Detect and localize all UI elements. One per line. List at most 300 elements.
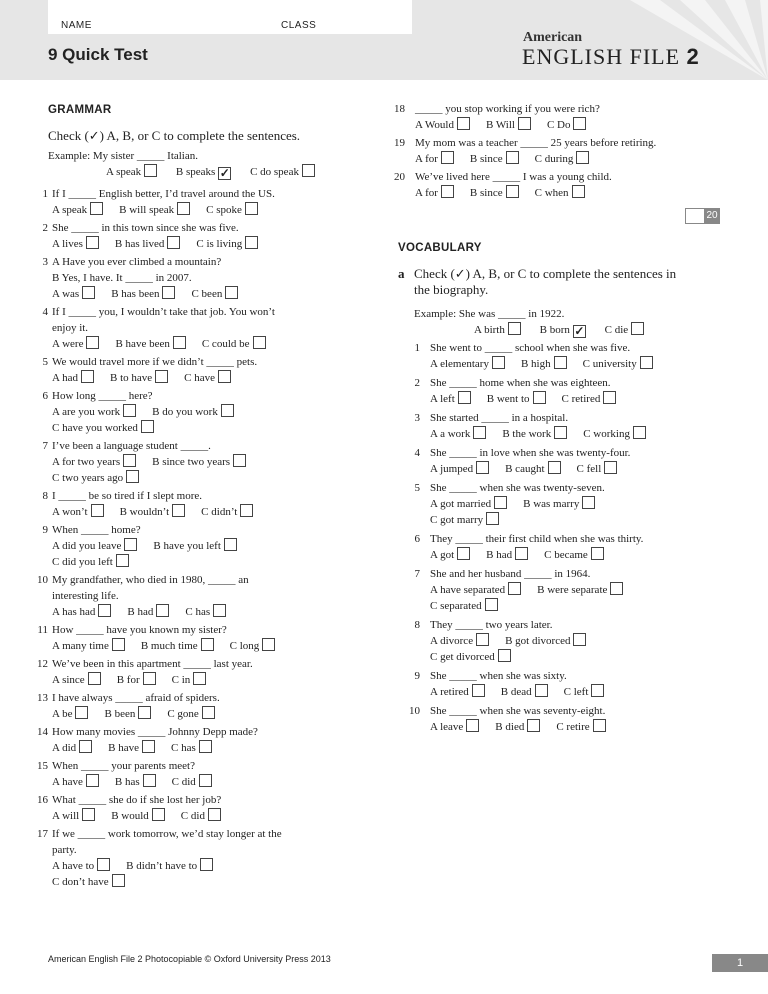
- question-item: [36, 304, 275, 352]
- checkbox[interactable]: [75, 706, 88, 719]
- option-row: [408, 649, 586, 665]
- checkbox[interactable]: [603, 391, 616, 404]
- checkbox[interactable]: [173, 336, 186, 349]
- question-number: 15: [37, 760, 48, 772]
- checkbox[interactable]: [141, 420, 154, 433]
- question-item: [408, 340, 653, 372]
- option-label: C became: [544, 549, 588, 561]
- question-number: 7: [414, 568, 420, 580]
- option-label: C Do: [546, 119, 571, 131]
- option-label: B much time: [140, 640, 198, 652]
- question-text: We’ve been in this apartment _____ last year.: [52, 658, 253, 670]
- checkbox[interactable]: [441, 185, 454, 198]
- option-label: A for: [415, 187, 438, 199]
- option-row: [36, 774, 212, 790]
- question-number: 4: [42, 306, 48, 318]
- option-row: [36, 336, 275, 352]
- checkbox[interactable]: [548, 461, 561, 474]
- option-row: [36, 470, 246, 486]
- option-label: B do you work: [152, 406, 218, 418]
- checkbox[interactable]: [535, 684, 548, 697]
- option-label: A lives: [52, 238, 83, 250]
- option-row: [36, 740, 258, 756]
- option-row: [36, 858, 282, 874]
- grammar-instruction: Check (✓) A, B, or C to complete the sentences.: [48, 128, 301, 143]
- page-number: 1: [712, 954, 768, 972]
- checkbox[interactable]: [124, 538, 137, 551]
- question-number: 3: [42, 256, 48, 268]
- option-label: B has been: [111, 288, 160, 300]
- checkbox[interactable]: [554, 356, 567, 369]
- class-label: CLASS: [281, 20, 317, 31]
- brand-number: 2: [686, 44, 700, 69]
- question-text: We’ve lived here _____ I was a young child.: [415, 171, 612, 183]
- question-item: [36, 388, 234, 436]
- checkbox[interactable]: [156, 604, 169, 617]
- checkbox[interactable]: [172, 504, 185, 517]
- question-text: interesting life.: [52, 590, 119, 602]
- option-label: A got: [430, 549, 455, 561]
- question-number: 9: [42, 524, 48, 536]
- option-row: [408, 582, 623, 598]
- checkbox[interactable]: [200, 858, 213, 871]
- question-number: 5: [42, 356, 48, 368]
- vocab-example-sentence: Example: She was _____ in 1922.: [414, 308, 565, 320]
- checkbox[interactable]: [86, 336, 99, 349]
- checkbox[interactable]: [476, 633, 489, 646]
- option-label: B was marry: [523, 498, 580, 510]
- instruction-line-2: the biography.: [414, 282, 489, 297]
- question-text: A Have you ever climbed a mountain?: [52, 256, 222, 268]
- question-text: My grandfather, who died in 1980, _____ an: [52, 574, 249, 586]
- checkbox[interactable]: [162, 286, 175, 299]
- question-text: She started _____ in a hospital.: [430, 412, 569, 424]
- checkbox[interactable]: [498, 649, 511, 662]
- option-row: [408, 461, 630, 477]
- checkbox[interactable]: [90, 202, 103, 215]
- option-label: B were separate: [537, 584, 608, 596]
- question-text: They _____ two years later.: [430, 619, 553, 631]
- checkbox[interactable]: [466, 719, 479, 732]
- option-label: A elementary: [430, 358, 489, 370]
- score-input-box[interactable]: [685, 208, 705, 224]
- option-label: B got divorced: [505, 635, 571, 647]
- checkbox-checked[interactable]: ✓: [219, 166, 230, 180]
- checkbox[interactable]: [224, 538, 237, 551]
- option-label: B speaks: [175, 166, 216, 178]
- option-label: C been: [191, 288, 223, 300]
- option-label: A have to: [52, 860, 95, 872]
- checkbox[interactable]: [86, 774, 99, 787]
- question-text: She and her husband _____ in 1964.: [430, 568, 591, 580]
- checkbox[interactable]: [98, 604, 111, 617]
- question-text: B Yes, I have. It _____ in 2007.: [52, 272, 192, 284]
- option-label: C have: [184, 372, 216, 384]
- checkbox[interactable]: [302, 164, 315, 177]
- option-label: A have: [52, 776, 83, 788]
- question-item: [36, 438, 246, 486]
- checkbox[interactable]: [126, 470, 139, 483]
- question-item: [36, 488, 253, 520]
- checkbox[interactable]: [506, 185, 519, 198]
- option-label: C long: [229, 640, 260, 652]
- checkbox[interactable]: [240, 504, 253, 517]
- option-label: A for two years: [52, 456, 121, 468]
- checkbox[interactable]: [199, 740, 212, 753]
- checkbox[interactable]: [593, 719, 606, 732]
- brand-small: American: [523, 30, 583, 45]
- question-text: She _____ in love when she was twenty-four.: [430, 447, 631, 459]
- checkbox[interactable]: [582, 496, 595, 509]
- option-label: C did you left: [52, 556, 113, 568]
- option-label: C working: [583, 428, 630, 440]
- question-number: 16: [37, 794, 48, 806]
- option-label: B born: [539, 324, 570, 336]
- option-row: [393, 117, 600, 133]
- question-number: 9: [414, 670, 420, 682]
- option-row: [36, 404, 234, 420]
- option-label: C get divorced: [430, 651, 495, 663]
- option-label: C spoke: [206, 204, 242, 216]
- option-label: A many time: [52, 640, 109, 652]
- question-text: When _____ your parents meet?: [52, 760, 195, 772]
- question-item: [408, 668, 604, 700]
- name-label: NAME: [61, 20, 92, 31]
- checkbox[interactable]: [506, 151, 519, 164]
- question-number: 18: [394, 103, 405, 115]
- checkbox[interactable]: [573, 117, 586, 130]
- question-text: When _____ home?: [52, 524, 141, 536]
- option-label: B has lived: [114, 238, 165, 250]
- option-label: C when: [534, 187, 569, 199]
- vocabulary-instruction: [398, 266, 728, 298]
- checkbox[interactable]: [494, 496, 507, 509]
- option-label: B caught: [505, 463, 545, 475]
- option-label: C separated: [430, 600, 482, 612]
- option-label: A are you work: [52, 406, 121, 418]
- option-label: B would: [111, 810, 149, 822]
- question-text: She _____ home when she was eighteen.: [430, 377, 611, 389]
- checkbox[interactable]: [233, 454, 246, 467]
- option-label: A speak: [52, 204, 88, 216]
- option-label: C retired: [561, 393, 601, 405]
- checkbox[interactable]: [554, 426, 567, 439]
- question-text: party.: [52, 844, 77, 856]
- option-label: A will: [52, 810, 80, 822]
- option-label: B have: [108, 742, 140, 754]
- grammar-section: [48, 102, 378, 180]
- checkbox[interactable]: [138, 706, 151, 719]
- option-label: C has: [185, 606, 211, 618]
- checkbox[interactable]: [604, 461, 617, 474]
- question-text: How long _____ here?: [52, 390, 153, 402]
- checkbox[interactable]: [591, 547, 604, 560]
- checkbox[interactable]: [533, 391, 546, 404]
- option-row: [36, 236, 258, 252]
- question-item: [408, 703, 606, 735]
- option-label: C during: [534, 153, 574, 165]
- option-label: A retired: [430, 686, 469, 698]
- checkbox[interactable]: [86, 236, 99, 249]
- question-number: 3: [414, 412, 420, 424]
- option-row: [36, 604, 249, 620]
- question-number: 12: [37, 658, 48, 670]
- checkbox[interactable]: [591, 684, 604, 697]
- question-text: She _____ when she was seventy-eight.: [430, 705, 606, 717]
- checkbox[interactable]: [97, 858, 110, 871]
- checkbox[interactable]: [527, 719, 540, 732]
- question-number: 2: [414, 377, 420, 389]
- checkbox[interactable]: [91, 504, 104, 517]
- question-item: [36, 254, 238, 302]
- option-label: C do speak: [250, 166, 299, 178]
- question-item: [36, 826, 282, 890]
- option-label: B been: [104, 708, 136, 720]
- option-row: [408, 512, 605, 528]
- checkbox[interactable]: [473, 426, 486, 439]
- checkbox[interactable]: [142, 740, 155, 753]
- question-text: If I _____ English better, I’d travel around the US.: [52, 188, 275, 200]
- checkbox[interactable]: [202, 706, 215, 719]
- option-label: C die: [604, 324, 629, 336]
- option-row: [36, 504, 253, 520]
- option-row: [36, 454, 246, 470]
- checkbox[interactable]: [221, 404, 234, 417]
- checkbox[interactable]: [116, 554, 129, 567]
- option-row: [36, 370, 257, 386]
- checkbox[interactable]: [177, 202, 190, 215]
- option-row: [36, 874, 282, 890]
- option-label: B went to: [486, 393, 530, 405]
- part-letter: a: [398, 266, 405, 281]
- option-label: B didn’t have to: [126, 860, 198, 872]
- question-number: 14: [37, 726, 48, 738]
- question-text: How _____ have you known my sister?: [52, 624, 227, 636]
- footer-copyright: American English File 2 Photocopiable © Oxford University Press 2013: [48, 954, 331, 964]
- question-number: 2: [42, 222, 48, 234]
- checkbox[interactable]: [610, 582, 623, 595]
- checkbox[interactable]: [253, 336, 266, 349]
- checkbox[interactable]: [508, 582, 521, 595]
- question-text: I’ve been a language student _____.: [52, 440, 211, 452]
- option-row: [408, 547, 643, 563]
- option-row: [36, 554, 237, 570]
- question-text: What _____ she do if she lost her job?: [52, 794, 222, 806]
- checkbox[interactable]: [458, 391, 471, 404]
- checkbox[interactable]: [167, 236, 180, 249]
- option-label: C gone: [167, 708, 199, 720]
- checkbox[interactable]: [572, 185, 585, 198]
- checkbox[interactable]: [245, 236, 258, 249]
- option-label: B will speak: [119, 204, 175, 216]
- option-row: [408, 426, 646, 442]
- question-text: She went to _____ school when she was five.: [430, 342, 631, 354]
- question-text: I _____ be so tired if I slept more.: [52, 490, 202, 502]
- checkbox[interactable]: [82, 286, 95, 299]
- checkbox[interactable]: [201, 638, 214, 651]
- question-number: 8: [42, 490, 48, 502]
- option-label: A left: [430, 393, 455, 405]
- question-number: 1: [42, 188, 48, 200]
- checkbox[interactable]: [143, 672, 156, 685]
- option-row: [408, 684, 604, 700]
- checkbox[interactable]: [143, 774, 156, 787]
- vocabulary-section: [398, 240, 728, 338]
- checkbox[interactable]: [515, 547, 528, 560]
- checkbox[interactable]: [492, 356, 505, 369]
- option-label: A divorce: [430, 635, 474, 647]
- question-item: [36, 522, 237, 570]
- question-number: 1: [414, 342, 420, 354]
- question-number: 17: [37, 828, 48, 840]
- checkbox[interactable]: [112, 638, 125, 651]
- option-row: [36, 202, 275, 218]
- option-row: [393, 151, 656, 167]
- checkbox[interactable]: [155, 370, 168, 383]
- question-text: She _____ when she was twenty-seven.: [430, 482, 605, 494]
- option-label: C don’t have: [52, 876, 109, 888]
- question-item: [408, 617, 586, 665]
- option-label: B wouldn’t: [119, 506, 170, 518]
- question-text: We would travel more if we didn’t _____ pets.: [52, 356, 258, 368]
- question-text: If I _____ you, I wouldn’t take that job. You won’t: [52, 306, 275, 318]
- checkbox[interactable]: [81, 370, 94, 383]
- checkbox[interactable]: [573, 633, 586, 646]
- question-text: They _____ their first child when she was thirty.: [430, 533, 644, 545]
- question-number: 10: [37, 574, 48, 586]
- question-text: I have always _____ afraid of spiders.: [52, 692, 220, 704]
- option-row: [408, 598, 623, 614]
- option-label: C did: [180, 810, 205, 822]
- question-item: [36, 656, 253, 688]
- question-item: [36, 622, 275, 654]
- question-text: enjoy it.: [52, 322, 89, 334]
- option-row: [36, 538, 237, 554]
- checkbox[interactable]: [576, 151, 589, 164]
- checkbox[interactable]: [79, 740, 92, 753]
- option-label: C retire: [556, 721, 590, 733]
- option-row: [408, 356, 653, 372]
- option-row: [408, 719, 606, 735]
- option-label: B since: [469, 153, 503, 165]
- option-label: A did: [52, 742, 77, 754]
- checkbox[interactable]: [633, 426, 646, 439]
- checkbox[interactable]: [123, 404, 136, 417]
- option-row: [393, 185, 612, 201]
- name-class-box: [48, 0, 412, 34]
- question-text: She _____ when she was sixty.: [430, 670, 567, 682]
- option-label: C could be: [201, 338, 250, 350]
- checkbox[interactable]: [199, 774, 212, 787]
- checkbox[interactable]: [144, 164, 157, 177]
- option-row: [36, 672, 253, 688]
- header-band: [0, 0, 768, 80]
- question-item: [36, 690, 220, 722]
- checkbox[interactable]: [123, 454, 136, 467]
- option-label: A got married: [430, 498, 492, 510]
- option-label: B high: [520, 358, 551, 370]
- checkbox[interactable]: [631, 322, 644, 335]
- brand-main: ENGLISH FILE: [522, 44, 681, 69]
- question-item: [393, 169, 612, 201]
- question-text: She _____ in this town since she was five.: [52, 222, 239, 234]
- checkbox[interactable]: [485, 598, 498, 611]
- option-label: A did you leave: [52, 540, 122, 552]
- question-item: [36, 186, 275, 218]
- checkbox[interactable]: [508, 322, 521, 335]
- question-item: [393, 101, 600, 133]
- brand-logo: [522, 44, 700, 70]
- question-item: [408, 445, 630, 477]
- checkbox[interactable]: [152, 808, 165, 821]
- option-label: C university: [582, 358, 637, 370]
- checkbox[interactable]: [441, 151, 454, 164]
- checkbox[interactable]: [476, 461, 489, 474]
- vocab-example-options: [398, 322, 728, 338]
- option-label: B the work: [502, 428, 552, 440]
- checkbox[interactable]: [88, 672, 101, 685]
- question-item: [36, 572, 249, 620]
- question-number: 19: [394, 137, 405, 149]
- checkbox[interactable]: [82, 808, 95, 821]
- checkbox[interactable]: [193, 672, 206, 685]
- option-row: [408, 391, 616, 407]
- question-item: [408, 531, 643, 563]
- checkbox[interactable]: [112, 874, 125, 887]
- checkbox[interactable]: [518, 117, 531, 130]
- option-label: A were: [52, 338, 84, 350]
- question-item: [393, 135, 656, 167]
- option-label: A has had: [52, 606, 96, 618]
- checkbox[interactable]: [486, 512, 499, 525]
- checkbox[interactable]: [218, 370, 231, 383]
- vocabulary-heading: VOCABULARY: [398, 242, 482, 254]
- option-label: B since: [469, 187, 503, 199]
- option-row: [408, 496, 605, 512]
- checkbox[interactable]: [225, 286, 238, 299]
- checkbox[interactable]: [262, 638, 275, 651]
- option-label: B since two years: [152, 456, 231, 468]
- checkbox[interactable]: [457, 117, 470, 130]
- option-label: C got marry: [430, 514, 484, 526]
- question-number: 13: [37, 692, 48, 704]
- option-row: [408, 633, 586, 649]
- option-row: [36, 706, 220, 722]
- checkbox[interactable]: [472, 684, 485, 697]
- question-text: How many movies _____ Johnny Depp made?: [52, 726, 258, 738]
- question-item: [36, 220, 258, 252]
- checkbox[interactable]: [213, 604, 226, 617]
- checkbox[interactable]: [245, 202, 258, 215]
- option-label: B dead: [500, 686, 532, 698]
- checkbox-checked[interactable]: ✓: [574, 324, 585, 338]
- option-label: B have been: [115, 338, 170, 350]
- option-label: B died: [495, 721, 525, 733]
- option-label: B to have: [109, 372, 153, 384]
- checkbox[interactable]: [457, 547, 470, 560]
- option-row: [36, 286, 238, 302]
- checkbox[interactable]: [640, 356, 653, 369]
- question-number: 8: [414, 619, 420, 631]
- grammar-heading: GRAMMAR: [48, 104, 112, 116]
- option-label: C is living: [196, 238, 243, 250]
- option-label: A birth: [474, 324, 505, 336]
- question-item: [408, 566, 623, 614]
- checkbox[interactable]: [208, 808, 221, 821]
- option-label: A had: [52, 372, 78, 384]
- question-item: [36, 354, 257, 386]
- option-label: A be: [52, 708, 73, 720]
